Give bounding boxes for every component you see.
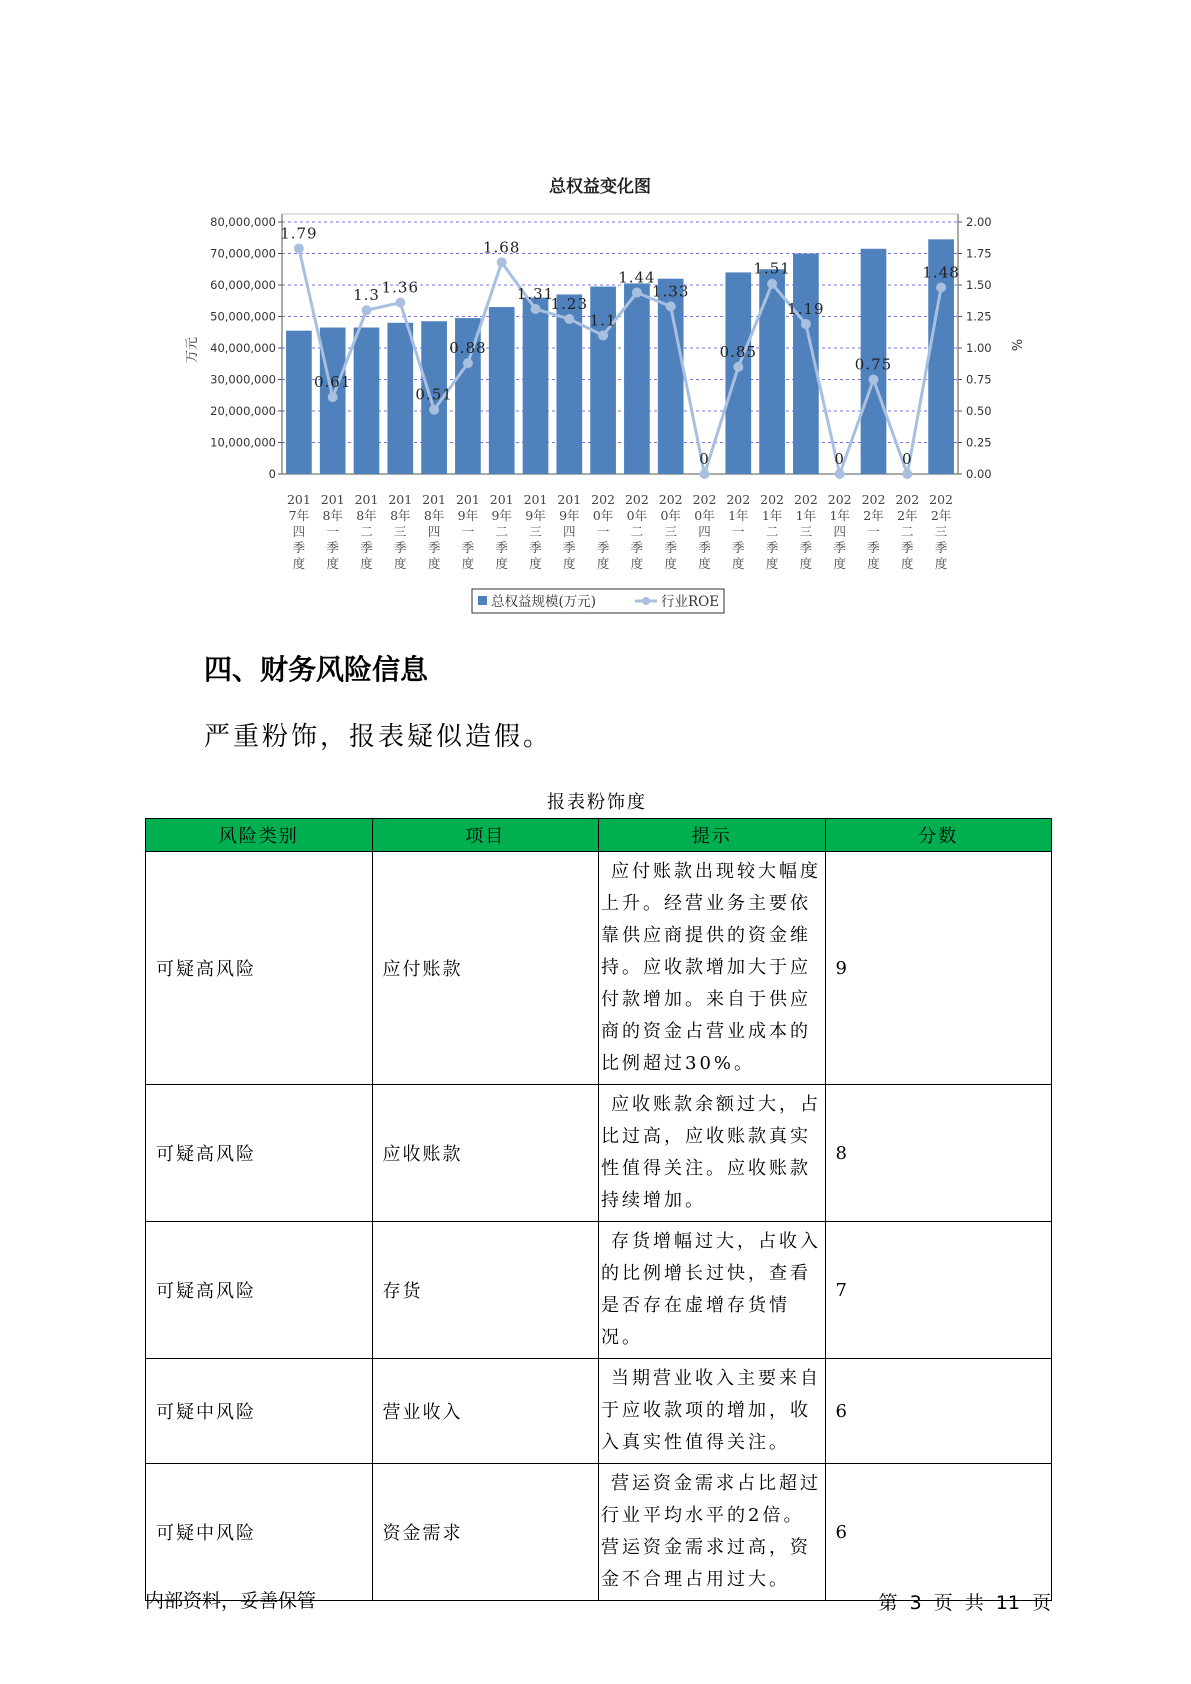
bar xyxy=(523,298,549,474)
x-tick-label: 度 xyxy=(529,556,542,571)
x-tick-label: 度 xyxy=(563,556,576,571)
risk-summary: 严重粉饰，报表疑似造假。 xyxy=(204,722,553,752)
x-tick-label: 度 xyxy=(360,556,373,571)
x-tick-label: 一 xyxy=(596,524,610,539)
cell-category: 可疑高风险 xyxy=(146,852,373,1085)
x-tick-label: 度 xyxy=(630,556,644,571)
x-tick-label: 季 xyxy=(563,540,576,555)
x-tick-label: 202 xyxy=(692,492,717,507)
x-tick-label: 8年 xyxy=(390,508,411,523)
x-tick-label: 1年 xyxy=(795,508,817,523)
cell-score: 8 xyxy=(825,1085,1052,1222)
risk-table xyxy=(145,818,1052,1601)
roe-data-label: 1.36 xyxy=(381,278,420,297)
cell-hint: 应收账款余额过大，占比过高，应收账款真实性值得关注。应收账款持续增加。 xyxy=(599,1085,826,1222)
x-tick-label: 202 xyxy=(624,492,649,507)
x-tick-label: 1年 xyxy=(728,508,749,523)
roe-point xyxy=(497,257,507,267)
footer-page-info: 第 3 页 共 11 页 xyxy=(878,1592,1051,1614)
x-tick-label: 201 xyxy=(557,492,582,507)
table-row xyxy=(146,1222,1052,1359)
roe-point xyxy=(902,469,912,479)
roe-data-label: 1.44 xyxy=(618,268,656,287)
y-tick-label: 40,000,000 xyxy=(210,341,276,355)
footer-confidential: 内部资料，妥善保管 xyxy=(145,1590,317,1612)
y-tick-label: 80,000,000 xyxy=(210,215,276,229)
x-tick-label: 8年 xyxy=(356,508,377,523)
x-tick-label: 季 xyxy=(867,540,880,555)
x-tick-label: 8年 xyxy=(322,508,343,523)
x-tick-label: 202 xyxy=(726,492,751,507)
roe-point xyxy=(328,392,338,402)
x-tick-label: 季 xyxy=(765,540,779,555)
x-tick-label: 度 xyxy=(799,556,813,571)
x-tick-label: 202 xyxy=(861,492,886,507)
x-tick-label: 202 xyxy=(760,492,785,507)
x-tick-label: 三 xyxy=(934,524,948,539)
roe-point xyxy=(767,279,777,289)
chart-title: 总权益变化图 xyxy=(549,177,651,197)
x-tick-label: 9年 xyxy=(457,508,479,523)
x-tick-label: 度 xyxy=(934,556,948,571)
bar xyxy=(624,283,650,474)
x-tick-label: 四 xyxy=(427,524,441,539)
header-category: 风险类别 xyxy=(146,819,373,852)
roe-point xyxy=(936,283,946,293)
x-tick-label: 201 xyxy=(388,492,413,507)
roe-data-label: 0.51 xyxy=(415,385,453,404)
roe-point xyxy=(801,319,811,329)
roe-point xyxy=(666,301,676,311)
plot-frame xyxy=(282,214,958,474)
x-tick-label: 201 xyxy=(320,492,345,507)
roe-point xyxy=(733,362,743,372)
x-tick-label: 季 xyxy=(833,540,846,555)
roe-point xyxy=(429,405,439,415)
x-tick-label: 季 xyxy=(495,540,508,555)
y-tick-label: 10,000,000 xyxy=(210,435,276,450)
roe-point xyxy=(700,469,710,479)
y2-axis-label: % xyxy=(1008,338,1023,352)
roe-data-label: 0 xyxy=(834,450,845,468)
table-row xyxy=(146,1085,1052,1222)
bar xyxy=(759,269,785,474)
x-tick-label: 度 xyxy=(596,556,610,571)
x-tick-label: 0年 xyxy=(592,508,614,523)
x-tick-label: 202 xyxy=(929,492,954,507)
x-tick-label: 9年 xyxy=(525,508,546,523)
cell-score: 9 xyxy=(825,852,1052,1085)
roe-point xyxy=(564,314,574,324)
cell-category: 可疑中风险 xyxy=(146,1464,373,1601)
x-tick-label: 度 xyxy=(765,556,779,571)
cell-score: 6 xyxy=(825,1464,1052,1601)
roe-data-label: 0.75 xyxy=(854,355,893,374)
x-tick-label: 0年 xyxy=(626,508,648,523)
bar xyxy=(354,328,380,474)
y2-tick-label: 0.00 xyxy=(966,467,992,481)
y2-tick-label: 1.00 xyxy=(966,341,992,355)
section-heading: 四、财务风险信息 xyxy=(204,653,429,686)
equity-chart xyxy=(0,0,1191,640)
table-row xyxy=(146,852,1052,1085)
y-tick-label: 30,000,000 xyxy=(210,372,276,387)
x-tick-label: 季 xyxy=(664,540,677,555)
x-tick-label: 202 xyxy=(658,492,683,507)
roe-point xyxy=(531,304,541,314)
header-item: 项目 xyxy=(372,819,599,852)
y-tick-label: 20,000,000 xyxy=(210,404,276,418)
x-tick-label: 一 xyxy=(732,524,745,539)
cell-hint: 应付账款出现较大幅度上升。经营业务主要依靠供应商提供的资金维持。应收款增加大于应付款增加。来自于供应商的资金占营业成本的比例超过30%。 xyxy=(599,852,826,1085)
cell-item: 资金需求 xyxy=(372,1464,599,1601)
x-tick-label: 8年 xyxy=(423,508,445,523)
x-tick-label: 1年 xyxy=(829,508,850,523)
x-tick-label: 三 xyxy=(799,524,813,539)
legend-line-label: 行业ROE xyxy=(661,594,720,610)
y2-tick-label: 0.25 xyxy=(966,435,992,450)
x-tick-label: 一 xyxy=(326,524,339,539)
roe-point xyxy=(632,288,642,298)
x-tick-label: 季 xyxy=(799,540,813,555)
y2-tick-label: 1.50 xyxy=(966,278,992,292)
cell-score: 7 xyxy=(825,1222,1052,1359)
roe-point xyxy=(598,330,608,340)
cell-hint: 当期营业收入主要来自于应收款项的增加，收入真实性值得关注。 xyxy=(599,1359,826,1464)
x-tick-label: 四 xyxy=(292,524,306,539)
cell-category: 可疑高风险 xyxy=(146,1085,373,1222)
legend-bar-swatch xyxy=(478,596,487,605)
cell-category: 可疑高风险 xyxy=(146,1222,373,1359)
x-tick-label: 度 xyxy=(833,556,846,571)
roe-data-label: 1.1 xyxy=(589,311,617,330)
roe-point xyxy=(869,375,879,385)
cell-item: 存货 xyxy=(372,1222,599,1359)
roe-data-label: 0.85 xyxy=(719,342,758,361)
x-tick-label: 201 xyxy=(354,492,379,507)
roe-data-label: 0 xyxy=(902,450,913,468)
y-tick-label: 70,000,000 xyxy=(210,246,276,261)
x-tick-label: 季 xyxy=(934,540,948,555)
roe-point xyxy=(294,243,304,253)
table-row xyxy=(146,1464,1052,1601)
x-tick-label: 四 xyxy=(698,524,711,539)
cell-hint: 存货增幅过大，占收入的比例增长过快，查看是否存在虚增存货情况。 xyxy=(599,1222,826,1359)
x-tick-label: 201 xyxy=(422,492,447,507)
equity-chart-svg xyxy=(0,0,1191,640)
cell-item: 应收账款 xyxy=(372,1085,599,1222)
roe-data-label: 1.51 xyxy=(753,259,791,278)
x-tick-label: 季 xyxy=(529,540,542,555)
x-tick-label: 度 xyxy=(732,556,745,571)
x-tick-label: 季 xyxy=(901,540,914,555)
x-tick-label: 季 xyxy=(698,540,711,555)
y2-tick-label: 2.00 xyxy=(966,215,992,229)
cell-category: 可疑中风险 xyxy=(146,1359,373,1464)
roe-data-label: 1.79 xyxy=(280,224,318,243)
cell-item: 营业收入 xyxy=(372,1359,599,1464)
x-tick-label: 一 xyxy=(867,524,880,539)
cell-hint: 营运资金需求占比超过行业平均水平的2倍。营运资金需求过高，资金不合理占用过大。 xyxy=(599,1464,826,1601)
x-tick-label: 二 xyxy=(360,524,373,539)
roe-point xyxy=(395,298,405,308)
x-tick-label: 四 xyxy=(833,524,846,539)
bar xyxy=(286,331,312,474)
y2-tick-label: 1.75 xyxy=(966,246,992,261)
x-tick-label: 度 xyxy=(495,556,508,571)
x-tick-label: 7年 xyxy=(288,508,310,523)
y2-tick-label: 0.50 xyxy=(966,404,992,418)
cell-item: 应付账款 xyxy=(372,852,599,1085)
roe-data-label: 0.88 xyxy=(449,339,487,358)
x-tick-label: 202 xyxy=(895,492,920,507)
header-score: 分数 xyxy=(825,819,1052,852)
x-tick-label: 度 xyxy=(292,556,306,571)
x-tick-label: 2年 xyxy=(930,508,952,523)
table-caption: 报表粉饰度 xyxy=(547,792,647,813)
x-tick-label: 二 xyxy=(495,524,508,539)
x-tick-label: 季 xyxy=(292,540,306,555)
y-tick-label: 50,000,000 xyxy=(210,309,276,324)
roe-data-label: 1.48 xyxy=(922,263,960,282)
x-tick-label: 季 xyxy=(360,540,373,555)
x-tick-label: 度 xyxy=(664,556,677,571)
x-tick-label: 9年 xyxy=(491,508,512,523)
y-tick-label: 0 xyxy=(268,467,276,481)
y-axis-label: 万元 xyxy=(185,336,200,364)
cell-score: 6 xyxy=(825,1359,1052,1464)
legend-line-marker xyxy=(642,597,650,605)
x-tick-label: 四 xyxy=(563,524,576,539)
x-tick-label: 9年 xyxy=(559,508,580,523)
x-tick-label: 一 xyxy=(461,524,475,539)
roe-data-label: 1.31 xyxy=(516,284,555,303)
y-tick-label: 60,000,000 xyxy=(210,278,276,292)
x-tick-label: 季 xyxy=(461,540,475,555)
roe-data-label: 1.19 xyxy=(787,300,825,319)
table-row xyxy=(146,1359,1052,1464)
x-tick-label: 二 xyxy=(630,524,644,539)
x-tick-label: 201 xyxy=(523,492,548,507)
roe-point xyxy=(463,358,473,368)
roe-point xyxy=(835,469,845,479)
bar xyxy=(387,323,413,474)
x-tick-label: 2年 xyxy=(863,508,884,523)
roe-data-label: 0.61 xyxy=(313,373,352,392)
x-tick-label: 202 xyxy=(827,492,852,507)
y2-tick-label: 1.25 xyxy=(966,309,992,324)
x-tick-label: 度 xyxy=(698,556,711,571)
roe-data-label: 1.33 xyxy=(651,282,690,301)
x-tick-label: 2年 xyxy=(897,508,918,523)
x-tick-label: 季 xyxy=(326,540,339,555)
roe-data-label: 1.68 xyxy=(482,238,521,257)
y2-tick-label: 0.75 xyxy=(966,372,992,387)
x-tick-label: 度 xyxy=(867,556,880,571)
header-hint: 提示 xyxy=(599,819,826,852)
roe-data-label: 0 xyxy=(699,450,710,468)
bar xyxy=(725,272,751,474)
table-header-row xyxy=(146,819,1052,852)
roe-data-label: 1.23 xyxy=(550,295,589,314)
x-tick-label: 202 xyxy=(793,492,818,507)
x-tick-label: 0年 xyxy=(694,508,715,523)
x-tick-label: 二 xyxy=(901,524,914,539)
x-tick-label: 201 xyxy=(455,492,480,507)
x-tick-label: 0年 xyxy=(660,508,681,523)
x-tick-label: 202 xyxy=(591,492,616,507)
x-tick-label: 度 xyxy=(326,556,339,571)
x-tick-label: 度 xyxy=(394,556,407,571)
x-tick-label: 二 xyxy=(765,524,779,539)
bar xyxy=(489,307,515,474)
x-tick-label: 度 xyxy=(901,556,914,571)
x-tick-label: 度 xyxy=(461,556,475,571)
x-tick-label: 度 xyxy=(427,556,441,571)
x-tick-label: 季 xyxy=(427,540,441,555)
x-tick-label: 三 xyxy=(394,524,407,539)
x-tick-label: 201 xyxy=(286,492,311,507)
x-tick-label: 201 xyxy=(489,492,514,507)
legend-bar-label: 总权益规模(万元) xyxy=(491,594,597,610)
x-tick-label: 季 xyxy=(394,540,407,555)
x-tick-label: 1年 xyxy=(761,508,783,523)
roe-data-label: 1.3 xyxy=(353,286,380,305)
x-tick-label: 季 xyxy=(596,540,610,555)
x-tick-label: 三 xyxy=(529,524,542,539)
x-tick-label: 季 xyxy=(732,540,745,555)
x-tick-label: 三 xyxy=(664,524,677,539)
roe-point xyxy=(362,305,372,315)
x-tick-label: 季 xyxy=(630,540,644,555)
